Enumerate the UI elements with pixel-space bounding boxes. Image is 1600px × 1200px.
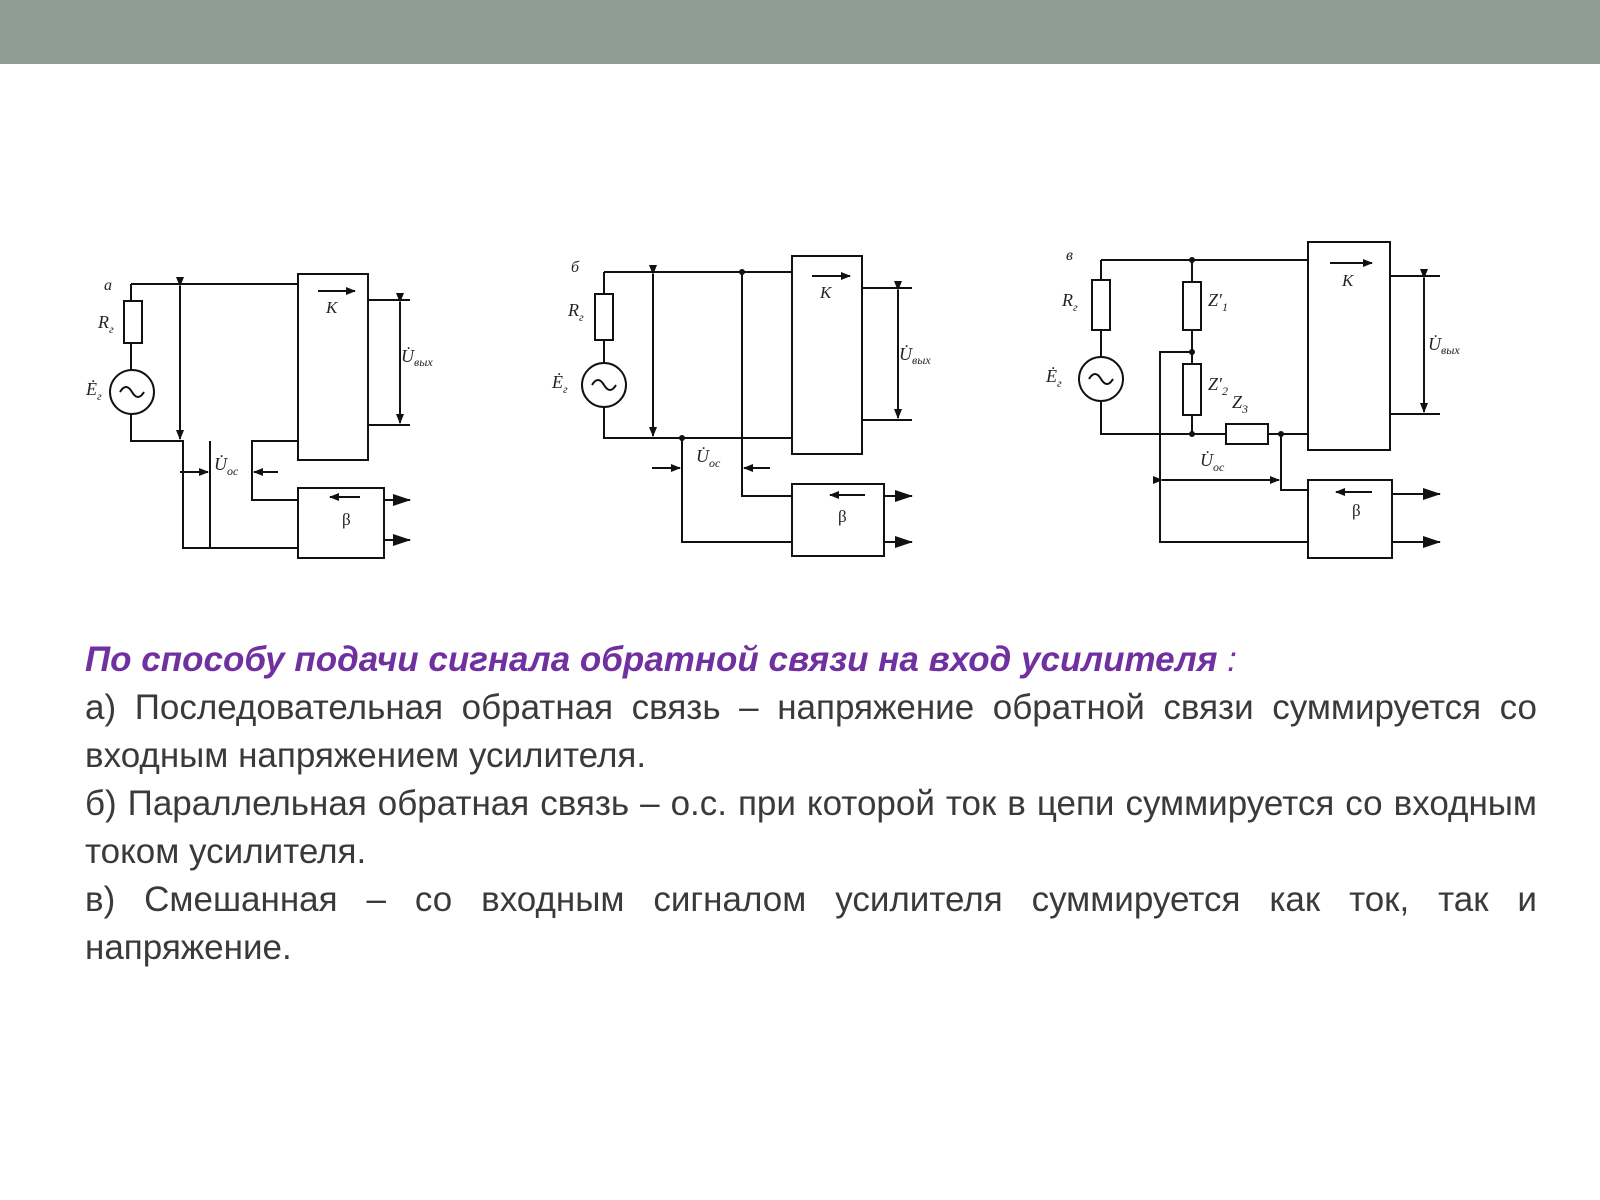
label-uos-c: U̇ <box>1200 450 1213 470</box>
junction-dot <box>1189 349 1195 355</box>
svg-text:Z3: $Z_3$ <box>1232 392 1249 416</box>
label-eg-c: Ė <box>1046 366 1057 386</box>
impedance-z1 <box>1183 282 1201 330</box>
svg-text:Rг: $R_г$ <box>568 300 584 324</box>
junction-dot <box>1189 257 1195 263</box>
diagram-tag-a: а <box>104 277 112 294</box>
svg-text:U̇ос: $U̇_{ос}$ <box>214 454 239 478</box>
resistor-rg-b <box>595 294 613 340</box>
svg-text:U̇вых: $U̇_{вых}$ <box>899 344 931 367</box>
label-z1: Z′ <box>1208 290 1222 310</box>
label-beta-a: β <box>342 510 351 529</box>
label-eg-b: Ė <box>552 372 563 392</box>
svg-text:U̇вых: $U̇_{вых}$ <box>401 346 433 369</box>
svg-text:Ėг: $Ė_г$ <box>86 379 102 403</box>
junction-dot <box>679 435 685 441</box>
text-block <box>85 636 1537 972</box>
label-z3: Z <box>1232 392 1243 412</box>
feedback-block-a <box>298 488 384 558</box>
junction-dot <box>1189 431 1195 437</box>
impedance-z3 <box>1226 424 1268 444</box>
heading-colon: : <box>1217 640 1237 679</box>
label-uout-a: U̇ <box>401 346 414 366</box>
label-k-a: K <box>326 298 338 317</box>
label-uout-c: U̇ <box>1428 334 1441 354</box>
item-a: а) Последовательная обратная связь – напряжение обратной связи суммируется со входным напряжением усилителя. <box>85 688 1537 775</box>
label-k-c: K <box>1342 271 1354 290</box>
diagram-tag-c: в <box>1066 247 1073 264</box>
item-c: в) Смешанная – со входным сигналом усилителя суммируется как ток, так и напряжение. <box>85 880 1537 967</box>
heading-line <box>85 636 1537 684</box>
junction-dot <box>739 269 745 275</box>
svg-text:U̇ос: $U̇_{ос}$ <box>696 446 721 470</box>
label-beta-b: β <box>838 507 847 526</box>
svg-text:U̇ос: $U̇_{ос}$ <box>1200 450 1225 474</box>
svg-text:U̇вых: $U̇_{вых}$ <box>1428 334 1460 357</box>
label-beta-c: β <box>1352 501 1361 520</box>
label-uos-b: U̇ <box>696 446 709 466</box>
label-rg-c: R <box>1062 290 1073 310</box>
label-uout-b: U̇ <box>899 344 912 364</box>
svg-text:Ėг: $Ė_г$ <box>552 372 568 396</box>
label-rg-a: R <box>98 312 109 332</box>
resistor-rg-a <box>124 301 142 343</box>
label-eg-a: Ė <box>86 379 97 399</box>
section-heading: По способу подачи сигнала обратной связи на вход усилителя <box>85 640 1218 679</box>
svg-text:Ėг: $Ė_г$ <box>1046 366 1062 390</box>
label-uos-a: U̇ <box>214 454 227 474</box>
svg-text:Z′1: $Z'_1$ <box>1208 290 1228 314</box>
impedance-z2 <box>1183 364 1201 415</box>
svg-text:Rг: $R_г$ <box>98 312 114 336</box>
label-z2: Z′ <box>1208 374 1222 394</box>
diagram-tag-b: б <box>571 259 580 276</box>
svg-text:Rг: $R_г$ <box>1062 290 1078 314</box>
resistor-rg-c <box>1092 280 1110 330</box>
item-b: б) Параллельная обратная связь – о.с. при которой ток в цепи суммируется со входным током усилителя. <box>85 784 1537 871</box>
label-rg-b: R <box>568 300 579 320</box>
label-k-b: K <box>820 283 832 302</box>
svg-text:Z′2: $Z'_2$ <box>1208 374 1228 398</box>
